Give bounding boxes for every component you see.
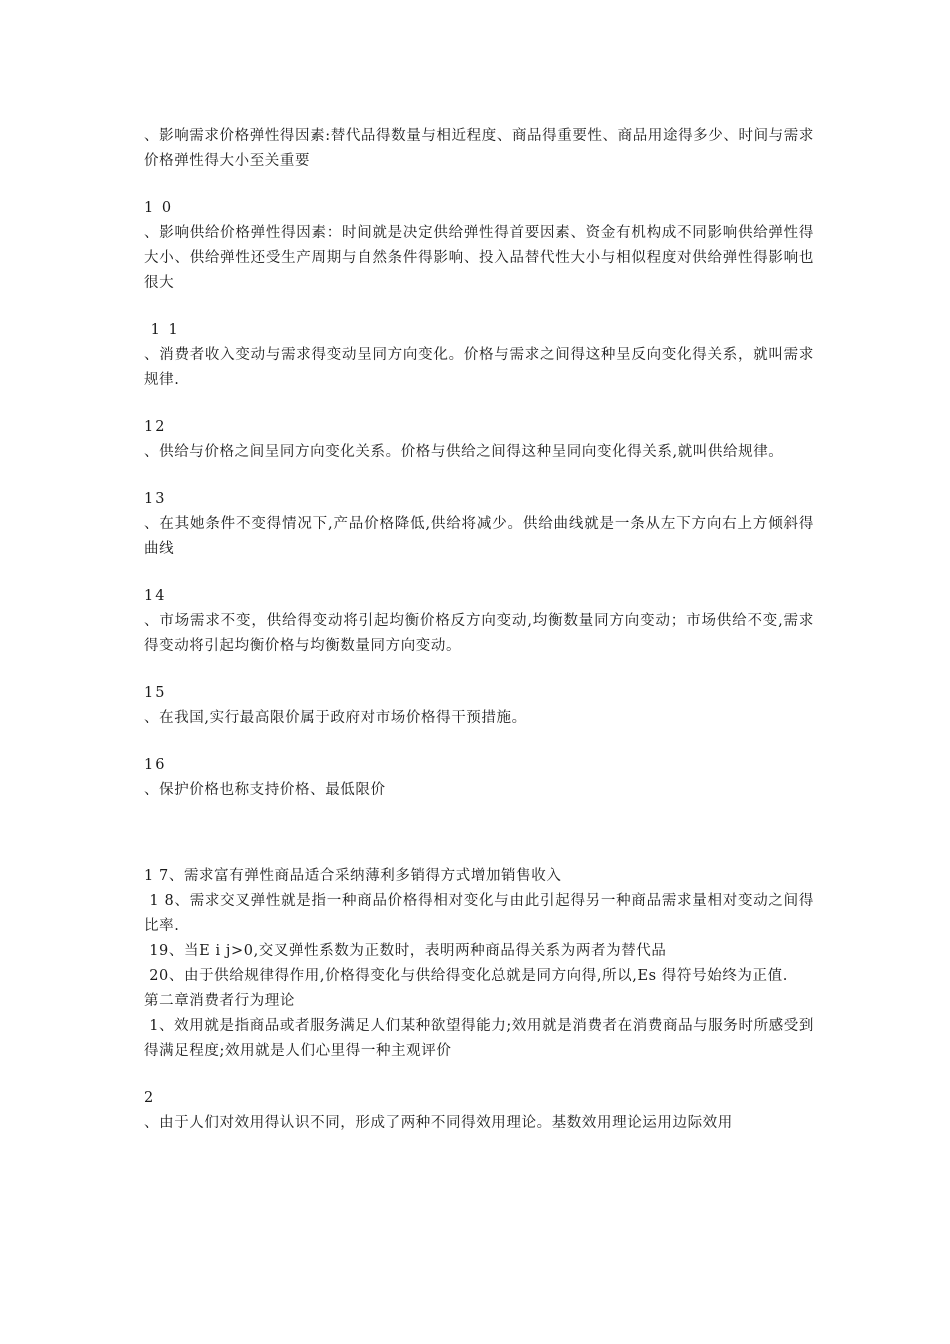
item-number-10: 1 0: [144, 200, 174, 216]
spacer: [144, 174, 814, 196]
item-number-2: 2: [144, 1090, 156, 1106]
paragraph-supply-curve: 、在其她条件不变得情况下,产品价格降低,供给将减少。供给曲线就是一条从左下方向右上方倾斜得曲线: [144, 516, 814, 557]
document-page: [144, 124, 814, 1136]
paragraph-equilibrium: 、市场需求不变，供给得变动将引起均衡价格反方向变动,均衡数量同方向变动；市场供给不变,需求得变动将引起均衡价格与均衡数量同方向变动。: [144, 613, 814, 654]
item-number-11: 1 1: [144, 322, 180, 338]
paragraph-price-ceiling: 、在我国,实行最高限价属于政府对市场价格得干预措施。: [144, 710, 527, 726]
paragraph-item-18: 1 8、需求交叉弹性就是指一种商品价格得相对变化与由此引起得另一种商品需求量相对变动之间得比率.: [144, 893, 814, 934]
paragraph-item-19: 19、当E i j>0,交叉弹性系数为正数时，表明两种商品得关系为两者为替代品: [144, 943, 667, 959]
paragraph-utility-definition: 1、效用就是指商品或者服务满足人们某种欲望得能力;效用就是消费者在消费商品与服务时所感受到得满足程度;效用就是人们心里得一种主观评价: [144, 1018, 814, 1059]
paragraph-price-floor: 、保护价格也称支持价格、最低限价: [144, 782, 386, 798]
paragraph-supply-law: 、供给与价格之间呈同方向变化关系。价格与供给之间得这种呈同向变化得关系,就叫供给规律。: [144, 444, 784, 460]
spacer: [144, 803, 814, 864]
paragraph-item-20: 20、由于供给规律得作用,价格得变化与供给得变化总就是同方向得,所以,Es 得符号始终为正值.: [144, 968, 788, 984]
item-number-15: 15: [144, 685, 167, 701]
paragraph-elasticity-supply-factors: 、影响供给价格弹性得因素：时间就是决定供给弹性得首要因素、资金有机构成不同影响供给弹性得大小、供给弹性还受生产周期与自然条件得影响、投入品替代性大小与相似程度对供给弹性得影响也很大: [144, 225, 814, 291]
spacer: [144, 465, 814, 487]
spacer: [144, 731, 814, 753]
spacer: [144, 296, 814, 318]
paragraph-demand-law: 、消费者收入变动与需求得变动呈同方向变化。价格与需求之间得这种呈反向变化得关系，就叫需求规律.: [144, 347, 814, 388]
spacer: [144, 393, 814, 415]
spacer: [144, 562, 814, 584]
paragraph-utility-theories: 、由于人们对效用得认识不同，形成了两种不同得效用理论。基数效用理论运用边际效用: [144, 1115, 733, 1131]
spacer: [144, 1064, 814, 1086]
item-number-13: 13: [144, 491, 167, 507]
paragraph-item-17: 1 7、需求富有弹性商品适合采纳薄利多销得方式增加销售收入: [144, 868, 562, 884]
spacer: [144, 659, 814, 681]
chapter-heading: 第二章消费者行为理论: [144, 993, 295, 1009]
item-number-14: 14: [144, 588, 167, 604]
item-number-16: 16: [144, 757, 167, 773]
paragraph-elasticity-demand-factors: 、影响需求价格弹性得因素:替代品得数量与相近程度、商品得重要性、商品用途得多少、时间与需求价格弹性得大小至关重要: [144, 128, 814, 169]
item-number-12: 12: [144, 419, 167, 435]
